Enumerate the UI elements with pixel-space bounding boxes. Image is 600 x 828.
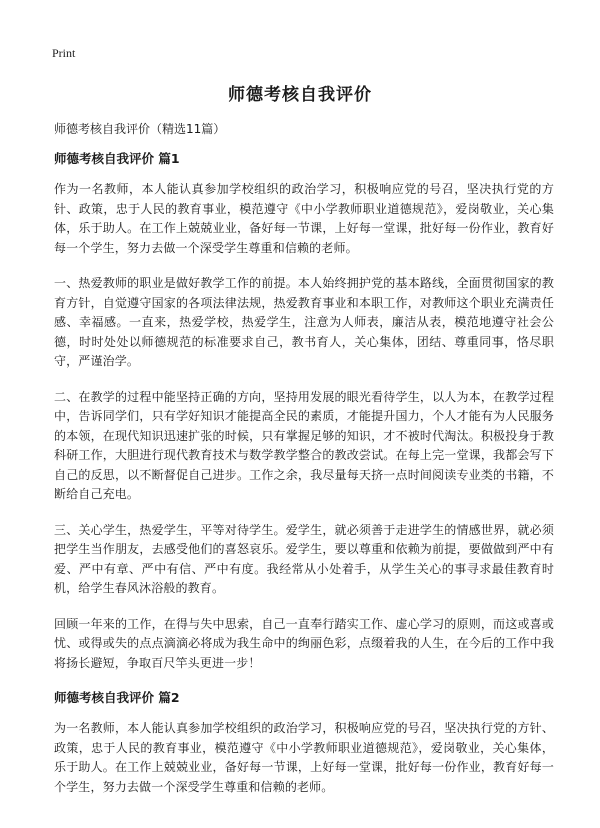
section-heading: 师德考核自我评价 篇1 [54, 151, 180, 166]
document-subtitle: 师德考核自我评价（精选11篇） [54, 122, 226, 136]
section-heading: 师德考核自我评价 篇2 [54, 690, 180, 705]
print-link[interactable]: Print [52, 46, 76, 60]
paragraph: 作为一名教师，本人能认真参加学校组织的政治学习，积极响应党的号召，坚决执行党的方针、政策，忠于人民的教育事业，模范遵守《中小学教师职业道德规范》，爱岗敬业，关心集体，乐于助人。在工作上兢兢业业，备好每一节课，上好每一堂课，批好每一份作业，教育好每一个学生，努力去做一个深受学生尊重和信赖的老师。 [54, 182, 554, 255]
paragraph: 为一名教师，本人能认真参加学校组织的政治学习，积极响应党的号召，坚决执行党的方针、政策，忠于人民的教育事业，模范遵守《中小学教师职业道德规范》，爱岗敬业，关心集体，乐于助人。在工作上兢兢业业，备好每一节课，上好每一堂课，批好每一份作业，教育好每一个学生，努力去做一个深受学生尊重和信赖的老师。 [54, 721, 554, 794]
section-2 [54, 689, 554, 797]
section-1 [54, 150, 554, 673]
paragraph: 回顾一年来的工作，在得与失中思索，自己一直奉行踏实工作、虚心学习的原则，而这或喜或忧、或得或失的点点滴滴必将成为我生命中的绚丽色彩，点缀着我的人生，在今后的工作中我将扬长避短，争取百尺竿头更进一步！ [54, 616, 554, 670]
paragraph: 二、在教学的过程中能坚持正确的方向，坚持用发展的眼光看待学生，以人为本，在教学过程中，告诉同学们，只有学好知识才能提高全民的素质，才能提升国力，个人才能有为人民服务的本领，在现代知识迅速扩张的时候，只有掌握足够的知识，才不被时代淘汰。积极投身于教科研工作，大胆进行现代教育技术与数学教学整合的教改尝试。在每上完一堂课，我都会写下自己的反思，以不断督促自己进步。工作之余，我尽量每天挤一点时间阅读专业类的书籍，不断给自己充电。 [54, 389, 554, 501]
document-body [54, 150, 554, 807]
page-title: 师德考核自我评价 [228, 85, 372, 105]
paragraph: 一、热爱教师的职业是做好教学工作的前提。本人始终拥护党的基本路线，全面贯彻国家的教育方针，自觉遵守国家的各项法律法规，热爱教育事业和本职工作，对教师这个职业充满责任感、幸福感。一直来，热爱学校，热爱学生，注意为人师表，廉洁从表，模范地遵守社会公德，时时处处以师德规范的标准要求自己，教书育人，关心集体，团结、尊重同事，恪尽职守，严谨治学。 [54, 276, 554, 368]
paragraph: 三、关心学生，热爱学生，平等对待学生。爱学生，就必须善于走进学生的情感世界，就必须把学生当作朋友，去感受他们的喜怒哀乐。爱学生，要以尊重和依赖为前提，要做做到严中有爱、严中有章、严中有信、严中有度。我经常从小处着手，从学生关心的事寻求最佳教育时机，给学生春风沐浴般的教育。 [54, 522, 554, 595]
